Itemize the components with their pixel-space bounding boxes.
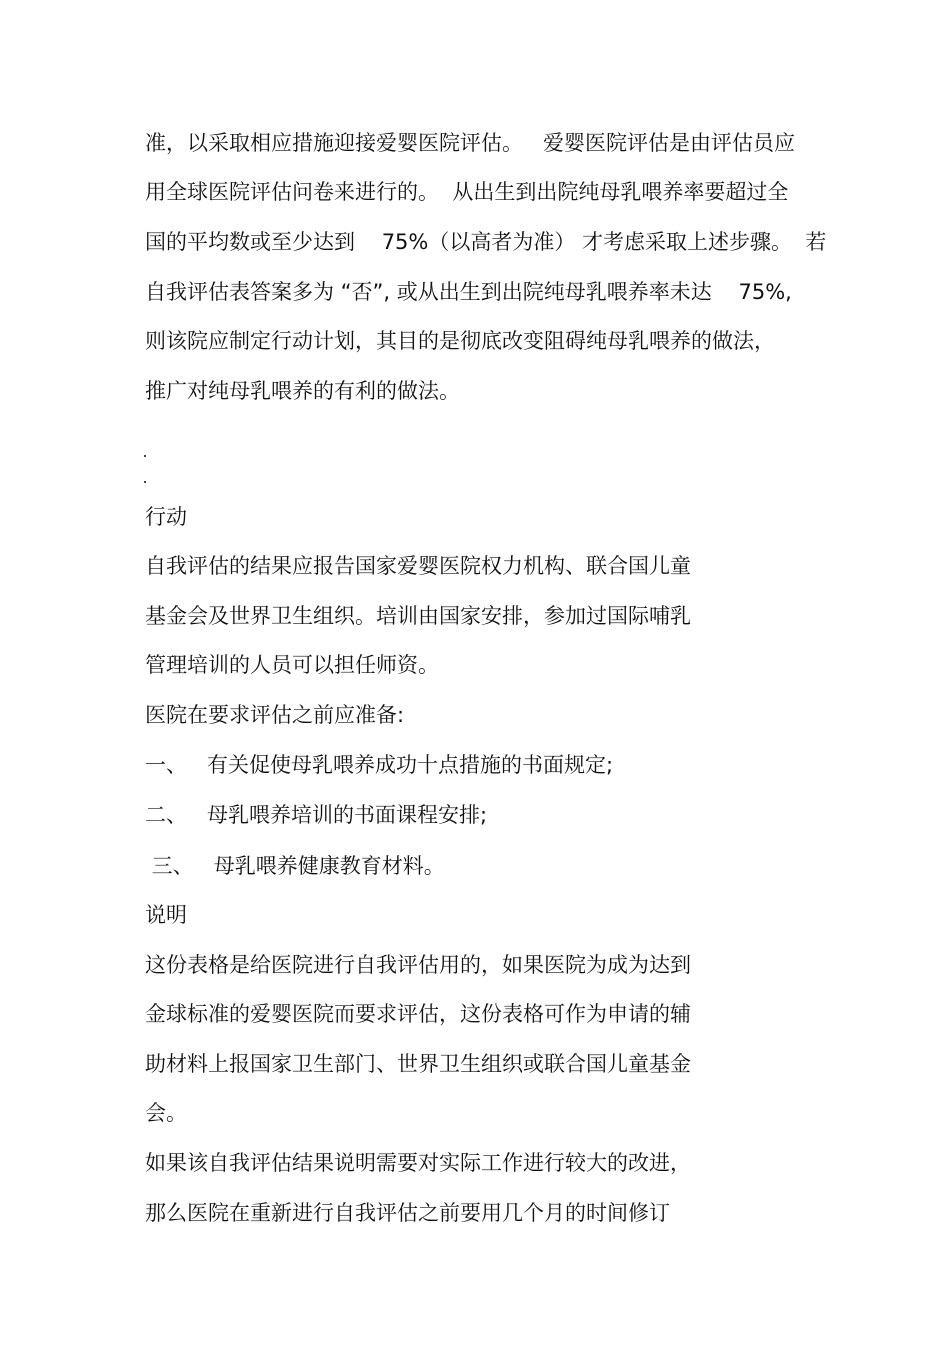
list-item: 一、 有关促使母乳喂养成功十点措施的书面规定; bbox=[145, 753, 614, 777]
paragraph-line: 准，以采取相应措施迎接爱婴医院评估。 爱婴医院评估是由评估员应 bbox=[145, 131, 796, 155]
paragraph-line: 助材料上报国家卫生部门、世界卫生组织或联合国儿童基金 bbox=[145, 1052, 691, 1076]
separator-dot bbox=[144, 481, 146, 483]
paragraph-line: 用全球医院评估问卷来进行的。 从出生到出院纯母乳喂养率要超过全 bbox=[145, 180, 789, 204]
paragraph-line: 医院在要求评估之前应准备: bbox=[145, 703, 405, 727]
paragraph-line: 国的平均数或至少达到 75%（以高者为准） 才考虑采取上述步骤。 若 bbox=[145, 230, 827, 254]
paragraph-line: 基金会及世界卫生组织。培训由国家安排，参加过国际哺乳 bbox=[145, 604, 691, 628]
list-item: 三、 母乳喂养健康教育材料。 bbox=[145, 854, 445, 878]
paragraph-line: 这份表格是给医院进行自我评估用的，如果医院为成为达到 bbox=[145, 953, 691, 977]
paragraph-line: 如果该自我评估结果说明需要对实际工作进行较大的改进， bbox=[145, 1151, 691, 1175]
paragraph-line: 会。 bbox=[145, 1101, 187, 1125]
separator-dot bbox=[144, 455, 146, 457]
paragraph-line: 那么医院在重新进行自我评估之前要用几个月的时间修订 bbox=[145, 1201, 670, 1225]
paragraph-line: 金球标准的爱婴医院而要求评估，这份表格可作为申请的辅 bbox=[145, 1002, 691, 1026]
paragraph-line: 推广对纯母乳喂养的有利的做法。 bbox=[145, 379, 460, 403]
paragraph-line: 则该院应制定行动计划，其目的是彻底改变阻碍纯母乳喂养的做法， bbox=[145, 329, 775, 353]
section-heading-notes: 说明 bbox=[145, 903, 187, 927]
paragraph-line: 自我评估的结果应报告国家爱婴医院权力机构、联合国儿童 bbox=[145, 554, 691, 578]
section-heading-action: 行动 bbox=[145, 505, 187, 529]
list-item: 二、 母乳喂养培训的书面课程安排; bbox=[145, 803, 488, 827]
paragraph-line: 自我评估表答案多为 “否”, 或从出生到出院纯母乳喂养率未达 75%, bbox=[145, 280, 792, 304]
paragraph-line: 管理培训的人员可以担任师资。 bbox=[145, 653, 439, 677]
